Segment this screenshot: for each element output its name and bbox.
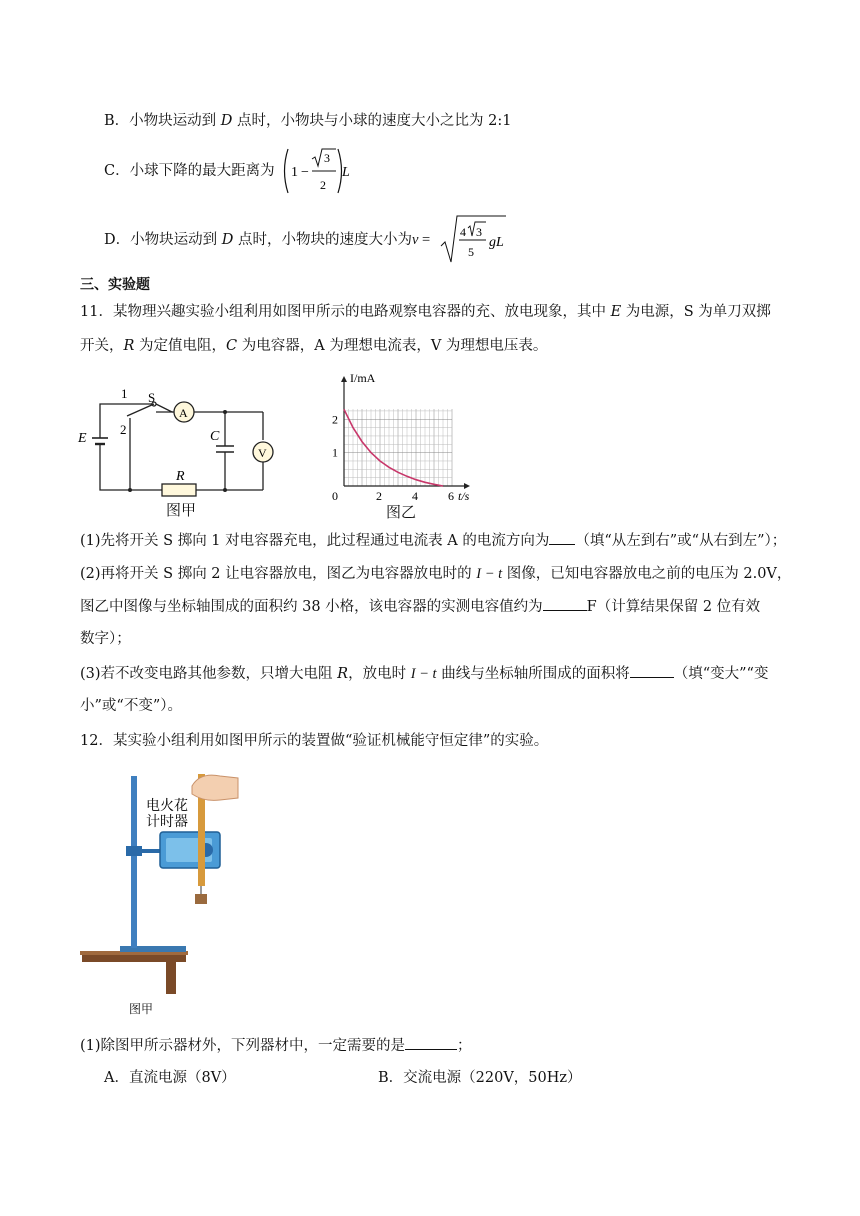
q11-line2: 开关，R 为定值电阻，C 为电容器，A 为理想电流表，V 为理想电压表。 xyxy=(80,338,548,354)
svg-text:电火花: 电火花 xyxy=(146,799,188,814)
svg-text:计时器: 计时器 xyxy=(146,815,188,830)
x-tick-label: 0 xyxy=(332,489,338,503)
q12-fig-jia-label: 图甲 xyxy=(129,1002,154,1016)
q11-part3-end: 小”或“不变”）。 xyxy=(80,698,182,714)
q11-part3: (3)若不改变电路其他参数，只增大电阻 R，放电时 I − t 曲线与坐标轴所围成的面积将 （填“变大”“变 xyxy=(80,663,768,684)
q12-option-b: B．交流电源（220V，50Hz） xyxy=(378,1070,582,1086)
svg-text:S: S xyxy=(148,390,156,405)
svg-text:−: − xyxy=(301,165,309,180)
timer-apparatus-illustration xyxy=(80,768,250,998)
svg-text:2: 2 xyxy=(320,178,326,192)
answer-blank-3[interactable] xyxy=(630,663,674,678)
q11-part2-cont: 图乙中图像与坐标轴围成的面积约 38 小格，该电容器的实测电容值约为 F（计算结果保留 2 位有效 xyxy=(80,596,760,617)
svg-text:3: 3 xyxy=(476,225,482,239)
fig-jia-label: 图甲 xyxy=(166,501,197,519)
answer-blank-2[interactable] xyxy=(543,596,587,611)
option-d: D．小物块运动到 D 点时，小物块的速度大小为v = xyxy=(104,232,431,248)
svg-text:C: C xyxy=(210,429,220,444)
svg-text:4: 4 xyxy=(460,225,466,239)
fig-yi-label: 图乙 xyxy=(386,503,417,521)
svg-text:A: A xyxy=(179,406,188,420)
answer-blank-1[interactable] xyxy=(549,530,575,545)
svg-text:1: 1 xyxy=(121,386,128,401)
svg-text:gL: gL xyxy=(489,235,504,250)
y-tick-label: 1 xyxy=(332,445,338,460)
q11-part2: (2)再将开关 S 掷向 2 让电容器放电，图乙为电容器放电时的 I − t 图像，已知电容器放电之前的电压为 2.0V， xyxy=(80,566,792,582)
x-tick-label: 4 xyxy=(412,489,418,503)
x-axis-label: t/s xyxy=(458,489,470,503)
x-tick-label: 2 xyxy=(376,489,382,503)
option-d-formula xyxy=(440,212,510,264)
svg-text:R: R xyxy=(176,469,185,484)
svg-text:L: L xyxy=(342,165,350,180)
svg-text:V: V xyxy=(258,446,267,460)
y-axis-label: I/mA xyxy=(350,371,376,385)
circuit-diagram xyxy=(70,380,280,520)
svg-text:5: 5 xyxy=(468,245,474,259)
y-tick-label: 2 xyxy=(332,412,338,427)
q12-line1: 12．某实验小组利用如图甲所示的装置做“验证机械能守恒定律”的实验。 xyxy=(80,733,549,749)
y-axis-arrow xyxy=(341,376,347,382)
q11-part2-end: 数字）； xyxy=(80,631,131,647)
option-b: B．小物块运动到 D 点时，小物块与小球的速度大小之比为 2:1 xyxy=(104,113,512,129)
x-tick-label: 6 xyxy=(448,489,454,503)
q11-part1: (1)先将开关 S 掷向 1 对电容器充电，此过程通过电流表 A 的电流方向为 （填“从左到右”或“从右到左”）； xyxy=(80,530,786,551)
q12-part1: (1)除图甲所示器材外，下列器材中，一定需要的是 ； xyxy=(80,1035,472,1056)
i-t-chart xyxy=(320,368,480,504)
option-c-formula xyxy=(280,145,350,197)
q11-line1: 11．某物理兴趣实验小组利用如图甲所示的电路观察电容器的充、放电现象，其中 E 为电源，S 为单刀双掷 xyxy=(80,304,771,320)
svg-text:2: 2 xyxy=(120,422,127,437)
svg-text:1: 1 xyxy=(291,165,298,180)
svg-text:E: E xyxy=(78,431,87,446)
svg-text:3: 3 xyxy=(324,151,330,165)
section-title: 三、实验题 xyxy=(80,277,150,293)
q12-option-a: A．直流电源（8V） xyxy=(104,1070,236,1086)
option-c: C．小球下降的最大距离为 xyxy=(104,163,275,179)
answer-blank-4[interactable] xyxy=(405,1035,457,1050)
